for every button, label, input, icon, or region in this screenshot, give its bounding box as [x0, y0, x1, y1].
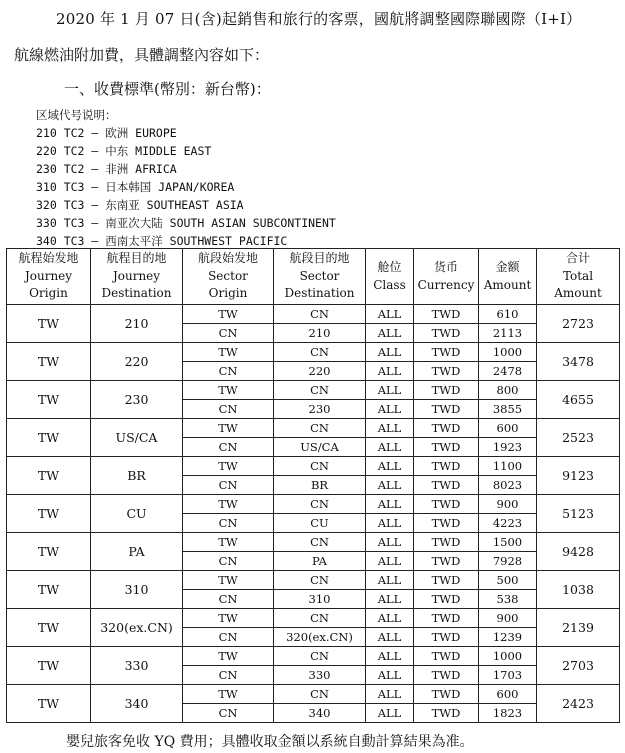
table-row — [7, 305, 620, 324]
header-text: 航段始发地 — [197, 251, 258, 266]
table-body — [7, 305, 620, 723]
class-cell: ALL — [366, 495, 414, 514]
amount-cell: 1823 — [479, 704, 537, 723]
header-text: Sector — [299, 268, 340, 283]
sector-origin-cell: CN — [183, 666, 274, 685]
currency-cell: TWD — [414, 305, 479, 324]
intro-line-1: 2020 年 1 月 07 日(含)起銷售和旅行的客票，國航將調整國際聯國際（I+I） — [56, 10, 582, 28]
sector-destination-cell: CN — [274, 647, 366, 666]
region-item: 210 TC2 – 欧洲 EUROPE — [36, 126, 177, 140]
header-text: 航程目的地 — [106, 251, 167, 266]
currency-cell: TWD — [414, 476, 479, 495]
journey-destination-cell: 230 — [91, 381, 183, 419]
header-text: Destination — [284, 286, 355, 301]
sector-origin-cell: CN — [183, 400, 274, 419]
sector-origin-cell: TW — [183, 685, 274, 704]
journey-destination-cell: 340 — [91, 685, 183, 723]
header-text: Total — [562, 268, 594, 283]
table-row — [7, 609, 620, 628]
amount-cell: 7928 — [479, 552, 537, 571]
amount-cell: 1500 — [479, 533, 537, 552]
header-text: 合计 — [565, 251, 590, 266]
amount-cell: 600 — [479, 685, 537, 704]
header-text: 舱位 — [377, 260, 402, 274]
table-row — [7, 457, 620, 476]
sector-origin-cell: CN — [183, 438, 274, 457]
journey-destination-cell: 310 — [91, 571, 183, 609]
sector-origin-cell: TW — [183, 457, 274, 476]
sector-destination-cell: CN — [274, 609, 366, 628]
sector-origin-cell: CN — [183, 590, 274, 609]
total-amount-cell: 9123 — [537, 457, 620, 495]
header-text: 航程始发地 — [18, 251, 79, 266]
currency-cell: TWD — [414, 400, 479, 419]
currency-cell: TWD — [414, 419, 479, 438]
sector-destination-cell: CN — [274, 381, 366, 400]
sector-origin-cell: TW — [183, 381, 274, 400]
total-amount-cell: 2523 — [537, 419, 620, 457]
currency-cell: TWD — [414, 685, 479, 704]
header-amount — [479, 249, 537, 305]
class-cell: ALL — [366, 419, 414, 438]
sector-origin-cell: TW — [183, 305, 274, 324]
journey-destination-cell: 330 — [91, 647, 183, 685]
journey-destination-cell: PA — [91, 533, 183, 571]
header-sector-destination — [274, 249, 366, 305]
table-row — [7, 381, 620, 400]
sector-destination-cell: BR — [274, 476, 366, 495]
header-journey-origin — [7, 249, 91, 305]
sector-destination-cell: CN — [274, 419, 366, 438]
sector-origin-cell: CN — [183, 324, 274, 343]
total-amount-cell: 2139 — [537, 609, 620, 647]
region-item: 230 TC2 – 非洲 AFRICA — [36, 162, 177, 176]
sector-destination-cell: CN — [274, 571, 366, 590]
class-cell: ALL — [366, 628, 414, 647]
sector-destination-cell: CN — [274, 457, 366, 476]
sector-origin-cell: CN — [183, 362, 274, 381]
header-text: 金额 — [495, 260, 520, 274]
sector-origin-cell: TW — [183, 343, 274, 362]
currency-cell: TWD — [414, 571, 479, 590]
journey-origin-cell: TW — [7, 457, 91, 495]
currency-cell: TWD — [414, 609, 479, 628]
region-item: 320 TC3 – 东南亚 SOUTHEAST ASIA — [36, 198, 244, 212]
journey-destination-cell: 320(ex.CN) — [91, 609, 183, 647]
amount-cell: 8023 — [479, 476, 537, 495]
class-cell: ALL — [366, 381, 414, 400]
journey-destination-cell: US/CA — [91, 419, 183, 457]
total-amount-cell: 4655 — [537, 381, 620, 419]
sector-origin-cell: TW — [183, 609, 274, 628]
amount-cell: 600 — [479, 419, 537, 438]
class-cell: ALL — [366, 571, 414, 590]
amount-cell: 3855 — [479, 400, 537, 419]
amount-cell: 2113 — [479, 324, 537, 343]
class-cell: ALL — [366, 704, 414, 723]
surcharge-table — [6, 248, 620, 723]
journey-origin-cell: TW — [7, 647, 91, 685]
header-class — [366, 249, 414, 305]
region-item: 220 TC2 – 中东 MIDDLE EAST — [36, 144, 212, 158]
class-cell: ALL — [366, 457, 414, 476]
class-cell: ALL — [366, 514, 414, 533]
class-cell: ALL — [366, 343, 414, 362]
amount-cell: 4223 — [479, 514, 537, 533]
currency-cell: TWD — [414, 704, 479, 723]
header-total-amount — [537, 249, 620, 305]
amount-cell: 1000 — [479, 647, 537, 666]
sector-origin-cell: CN — [183, 628, 274, 647]
total-amount-cell: 3478 — [537, 343, 620, 381]
header-sector-origin — [183, 249, 274, 305]
region-item: 330 TC3 – 南亚次大陆 SOUTH ASIAN SUBCONTINENT — [36, 216, 336, 230]
header-text: Journey — [24, 268, 73, 283]
sector-origin-cell: TW — [183, 533, 274, 552]
currency-cell: TWD — [414, 381, 479, 400]
currency-cell: TWD — [414, 495, 479, 514]
total-amount-cell: 5123 — [537, 495, 620, 533]
journey-origin-cell: TW — [7, 609, 91, 647]
sector-destination-cell: 330 — [274, 666, 366, 685]
sector-origin-cell: CN — [183, 514, 274, 533]
class-cell: ALL — [366, 362, 414, 381]
currency-cell: TWD — [414, 514, 479, 533]
sector-destination-cell: 310 — [274, 590, 366, 609]
amount-cell: 1923 — [479, 438, 537, 457]
region-legend-heading: 区域代号说明： — [36, 108, 117, 122]
class-cell: ALL — [366, 552, 414, 571]
total-amount-cell: 2423 — [537, 685, 620, 723]
region-item: 310 TC3 – 日本韩国 JAPAN/KOREA — [36, 180, 235, 194]
amount-cell: 900 — [479, 609, 537, 628]
table-row — [7, 647, 620, 666]
amount-cell: 1100 — [479, 457, 537, 476]
sector-destination-cell: PA — [274, 552, 366, 571]
header-text: Currency — [417, 277, 475, 292]
total-amount-cell: 2703 — [537, 647, 620, 685]
sector-destination-cell: CN — [274, 533, 366, 552]
journey-origin-cell: TW — [7, 533, 91, 571]
journey-destination-cell: 210 — [91, 305, 183, 343]
currency-cell: TWD — [414, 438, 479, 457]
class-cell: ALL — [366, 666, 414, 685]
journey-origin-cell: TW — [7, 343, 91, 381]
sector-destination-cell: CN — [274, 685, 366, 704]
sector-origin-cell: CN — [183, 704, 274, 723]
class-cell: ALL — [366, 324, 414, 343]
header-text: 货币 — [433, 260, 458, 274]
table-row — [7, 343, 620, 362]
amount-cell: 610 — [479, 305, 537, 324]
class-cell: ALL — [366, 533, 414, 552]
journey-destination-cell: BR — [91, 457, 183, 495]
amount-cell: 1239 — [479, 628, 537, 647]
sector-origin-cell: TW — [183, 495, 274, 514]
journey-destination-cell: 220 — [91, 343, 183, 381]
sector-destination-cell: 320(ex.CN) — [274, 628, 366, 647]
sector-origin-cell: CN — [183, 552, 274, 571]
class-cell: ALL — [366, 438, 414, 457]
amount-cell: 800 — [479, 381, 537, 400]
class-cell: ALL — [366, 476, 414, 495]
journey-origin-cell: TW — [7, 381, 91, 419]
header-currency — [414, 249, 479, 305]
amount-cell: 538 — [479, 590, 537, 609]
journey-origin-cell: TW — [7, 419, 91, 457]
journey-origin-cell: TW — [7, 685, 91, 723]
amount-cell: 1703 — [479, 666, 537, 685]
journey-origin-cell: TW — [7, 571, 91, 609]
sector-destination-cell: US/CA — [274, 438, 366, 457]
currency-cell: TWD — [414, 628, 479, 647]
intro-line-2: 航線燃油附加費，具體調整內容如下： — [14, 46, 270, 64]
table-row — [7, 495, 620, 514]
journey-origin-cell: TW — [7, 305, 91, 343]
currency-cell: TWD — [414, 552, 479, 571]
sector-destination-cell: CU — [274, 514, 366, 533]
table-row — [7, 419, 620, 438]
currency-cell: TWD — [414, 324, 479, 343]
header-text: Amount — [483, 277, 532, 292]
sector-destination-cell: 230 — [274, 400, 366, 419]
currency-cell: TWD — [414, 533, 479, 552]
sector-origin-cell: TW — [183, 419, 274, 438]
class-cell: ALL — [366, 685, 414, 704]
table-row — [7, 685, 620, 704]
currency-cell: TWD — [414, 362, 479, 381]
class-cell: ALL — [366, 590, 414, 609]
total-amount-cell: 1038 — [537, 571, 620, 609]
section-title: 一、收費標準(幣別：新台幣)： — [64, 80, 271, 98]
header-text: Class — [373, 277, 406, 292]
journey-origin-cell: TW — [7, 495, 91, 533]
table-row — [7, 533, 620, 552]
class-cell: ALL — [366, 647, 414, 666]
amount-cell: 2478 — [479, 362, 537, 381]
header-text: Destination — [101, 286, 172, 301]
sector-destination-cell: CN — [274, 495, 366, 514]
currency-cell: TWD — [414, 647, 479, 666]
amount-cell: 900 — [479, 495, 537, 514]
sector-destination-cell: 340 — [274, 704, 366, 723]
currency-cell: TWD — [414, 343, 479, 362]
sector-destination-cell: CN — [274, 305, 366, 324]
class-cell: ALL — [366, 609, 414, 628]
footer-note: 嬰兒旅客免收 YQ 費用；具體收取金額以系統自動計算結果為准。 — [66, 734, 474, 750]
header-text: Origin — [29, 286, 68, 301]
header-text: Sector — [208, 268, 248, 283]
sector-destination-cell: 210 — [274, 324, 366, 343]
header-journey-destination — [91, 249, 183, 305]
header-text: Amount — [554, 286, 602, 301]
table-row — [7, 571, 620, 590]
sector-origin-cell: TW — [183, 647, 274, 666]
sector-origin-cell: TW — [183, 571, 274, 590]
header-text: Origin — [208, 286, 248, 301]
table-header-row — [7, 249, 620, 305]
journey-destination-cell: CU — [91, 495, 183, 533]
sector-origin-cell: CN — [183, 476, 274, 495]
currency-cell: TWD — [414, 666, 479, 685]
currency-cell: TWD — [414, 590, 479, 609]
region-item: 340 TC3 – 西南太平洋 SOUTHWEST PACIFIC — [36, 234, 288, 248]
total-amount-cell: 9428 — [537, 533, 620, 571]
sector-destination-cell: 220 — [274, 362, 366, 381]
class-cell: ALL — [366, 305, 414, 324]
region-code-legend — [36, 106, 336, 250]
total-amount-cell: 2723 — [537, 305, 620, 343]
currency-cell: TWD — [414, 457, 479, 476]
class-cell: ALL — [366, 400, 414, 419]
header-text: Journey — [112, 268, 161, 283]
sector-destination-cell: CN — [274, 343, 366, 362]
amount-cell: 500 — [479, 571, 537, 590]
amount-cell: 1000 — [479, 343, 537, 362]
header-text: 航段目的地 — [289, 251, 350, 266]
